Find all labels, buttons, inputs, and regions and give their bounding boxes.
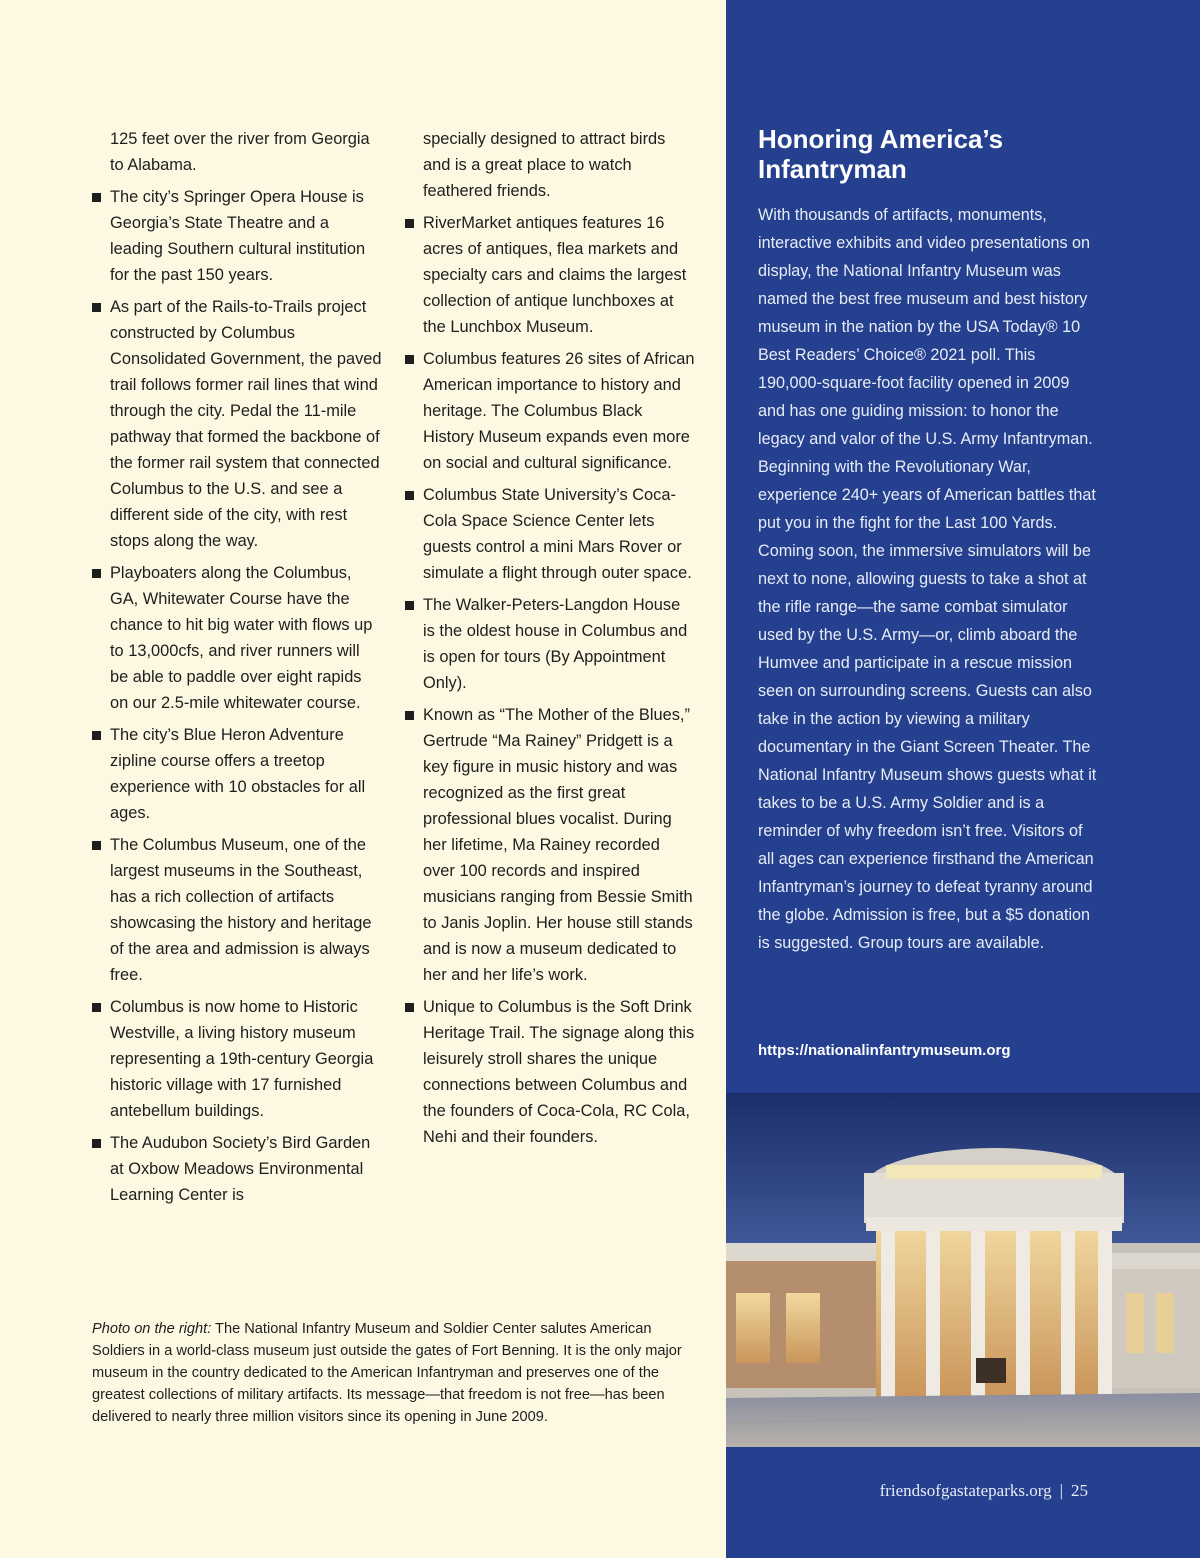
list-item — [92, 722, 382, 826]
bullet-list-1 — [92, 184, 382, 1208]
list-item — [405, 592, 695, 696]
text-column-2 — [405, 126, 695, 1156]
list-item — [92, 560, 382, 716]
continued-text: 125 feet over the river from Georgia to Alabama. — [110, 130, 370, 174]
list-item-text: Unique to Columbus is the Soft Drink Heritage Trail. The signage along this leisurely stroll shares the unique connections between Columbus and the founders of Coca-Cola, RC Cola, Nehi and their founders. — [423, 998, 695, 1146]
list-item — [92, 1130, 382, 1208]
page-number: 25 — [1071, 1481, 1088, 1500]
square-bullet-icon — [92, 1003, 101, 1012]
list-item-text: Playboaters along the Columbus, GA, Whitewater Course have the chance to hit big water with flows up to 13,000cfs, and river runners will be able to paddle over eight rapids on our 2.5-mile whitewater course. — [110, 564, 373, 712]
list-item-text: The city’s Blue Heron Adventure zipline course offers a treetop experience with 10 obstacles for all ages. — [110, 726, 366, 822]
text-column-1 — [92, 126, 382, 1214]
sidebar-title: Honoring America’s Infantryman — [758, 124, 1004, 184]
footer-separator: | — [1059, 1481, 1063, 1500]
list-item — [92, 994, 382, 1124]
square-bullet-icon — [405, 355, 414, 364]
list-item — [92, 832, 382, 988]
bullet-list-2 — [405, 210, 695, 1150]
list-item — [92, 294, 382, 554]
sidebar-body: With thousands of artifacts, monuments, interactive exhibits and video presentations on display, the National Infantry Museum was named the best free museum and best history museum in the nation by the USA Today® 10 Best Readers’ Choice® 2021 poll. This 190,000-square-foot facility opened in 2009 and has one guiding mission: to honor the legacy and valor of the U.S. Army Infantryman. Beginning with the Revolutionary War, experience 240+ years of American battles that put you in the fight for the Last 100 Yards. Coming soon, the immersive simulators will be next to none, allowing guests to take a shot at the rifle range—the same combat simulator used by the U.S. Army—or, climb aboard the Humvee and participate in a rescue mission seen on surrounding screens. Guests can also take in the action by viewing a military documentary in the Giant Screen Theater. The National Infantry Museum shows guests what it takes to be a U.S. Army Soldier and is a reminder of why freedom isn’t free. Visitors of all ages can experience firsthand the American Infantryman’s journey to defeat tyranny around the globe. Admission is free, but a $5 donation is suggested. Group tours are available. — [758, 206, 1097, 952]
square-bullet-icon — [92, 731, 101, 740]
list-item — [405, 482, 695, 586]
square-bullet-icon — [92, 303, 101, 312]
museum-link[interactable]: https://nationalinfantrymuseum.org — [758, 1042, 1011, 1059]
square-bullet-icon — [92, 841, 101, 850]
caption-lead: Photo on the right: — [92, 1321, 212, 1337]
continued-text: specially designed to attract birds and is a great place to watch feathered friends. — [423, 130, 666, 200]
museum-photo — [726, 1093, 1200, 1447]
list-item — [92, 184, 382, 288]
square-bullet-icon — [405, 491, 414, 500]
list-item-text: The city’s Springer Opera House is Georgia’s State Theatre and a leading Southern cultural institution for the past 150 years. — [110, 188, 366, 284]
square-bullet-icon — [405, 1003, 414, 1012]
list-item-text: As part of the Rails-to-Trails project constructed by Columbus Consolidated Government, the paved trail follows former rail lines that wind through the city. Pedal the 11-mile pathway that formed the backbone of the former rail system that connected Columbus to the U.S. and see a different side of the city, with rest stops along the way. — [110, 298, 382, 550]
caption-text: The National Infantry Museum and Soldier Center salutes American Soldiers in a world-class museum just outside the gates of Fort Benning. It is the only major museum in the country dedicated to the American Infantryman and preserves one of the greatest collections of military artifacts. Its message—that freedom is not free—has been delivered to nearly three million visitors since its opening in June 2009. — [92, 1321, 682, 1425]
list-item — [405, 346, 695, 476]
square-bullet-icon — [92, 193, 101, 202]
photo-caption — [92, 1318, 692, 1428]
list-item-text: Columbus is now home to Historic Westville, a living history museum representing a 19th-century Georgia historic village with 17 furnished antebellum buildings. — [110, 998, 374, 1120]
list-item-text: Known as “The Mother of the Blues,” Gertrude “Ma Rainey” Pridgett is a key figure in music history and was recognized as the first great professional blues vocalist. During her lifetime, Ma Rainey recorded over 100 records and inspired musicians ranging from Bessie Smith to Janis Joplin. Her house still stands and is now a museum dedicated to her and her life’s work. — [423, 706, 693, 984]
page-footer — [880, 1479, 1088, 1503]
list-item-text: The Walker-Peters-Langdon House is the oldest house in Columbus and is open for tours (By Appointment Only). — [423, 596, 688, 692]
square-bullet-icon — [405, 219, 414, 228]
list-item — [405, 994, 695, 1150]
square-bullet-icon — [405, 711, 414, 720]
list-item-text: The Audubon Society’s Bird Garden at Oxbow Meadows Environmental Learning Center is — [110, 1134, 371, 1204]
square-bullet-icon — [92, 569, 101, 578]
list-item-text: Columbus features 26 sites of African American importance to history and heritage. The Columbus Black History Museum expands even more on social and cultural significance. — [423, 350, 695, 472]
list-item-text: Columbus State University’s Coca-Cola Space Science Center lets guests control a mini Mars Rover or simulate a flight through outer space. — [423, 486, 692, 582]
list-item — [405, 210, 695, 340]
museum-illustration — [726, 1093, 1200, 1447]
square-bullet-icon — [405, 601, 414, 610]
website-text: friendsofgastateparks.org — [879, 1481, 1052, 1500]
list-item — [405, 702, 695, 988]
list-item-text: RiverMarket antiques features 16 acres of antiques, flea markets and specialty cars and claims the largest collection of antique lunchboxes at the Lunchbox Museum. — [423, 214, 687, 336]
list-item-text: The Columbus Museum, one of the largest museums in the Southeast, has a rich collection of artifacts showcasing the history and heritage of the area and admission is always free. — [110, 836, 372, 984]
square-bullet-icon — [92, 1139, 101, 1148]
